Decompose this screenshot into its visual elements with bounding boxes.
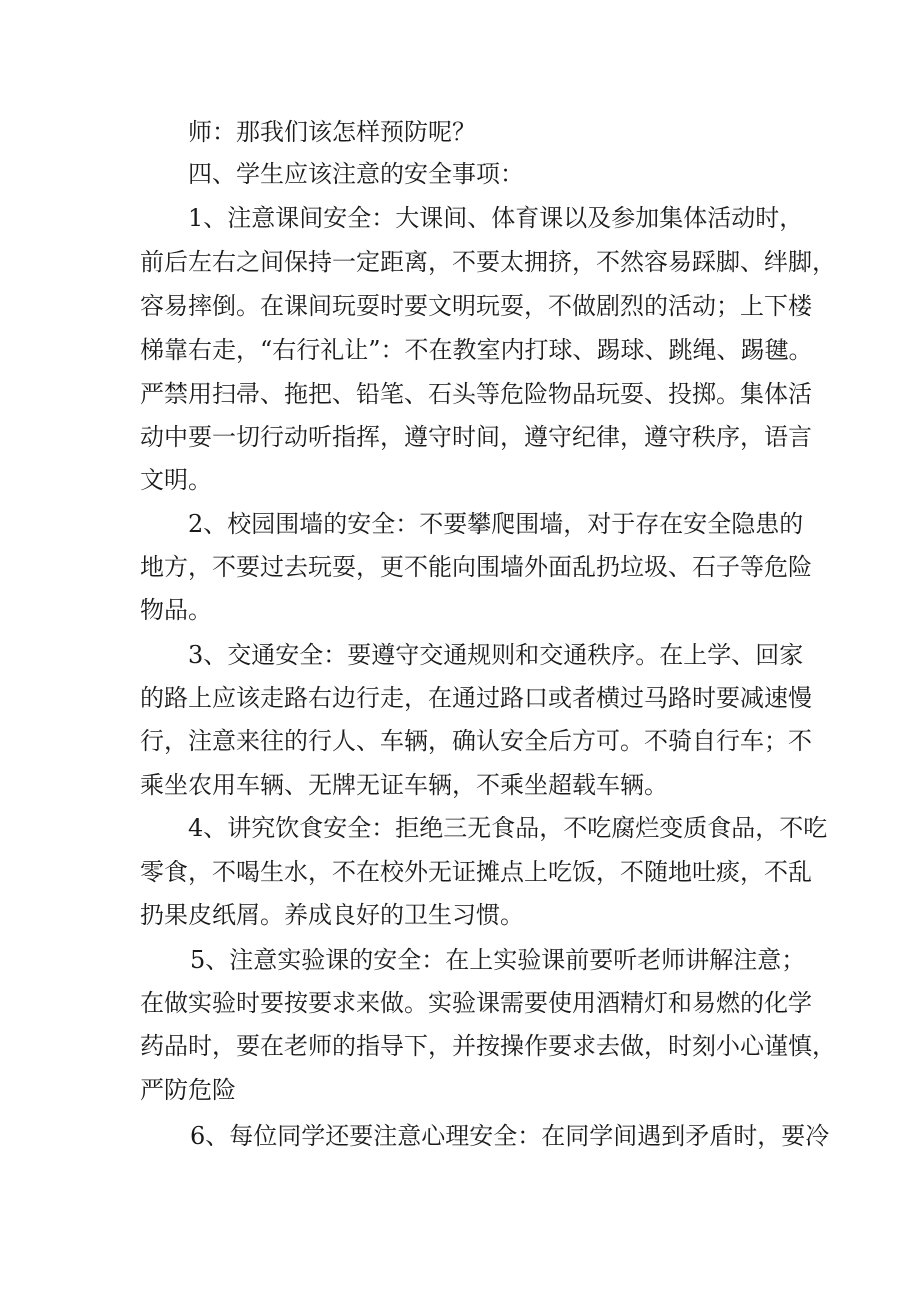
- paragraph-line: 动中要一切行动听指挥，遵守时间，遵守纪律，遵守秩序，语言: [140, 423, 812, 451]
- paragraph-line: 物品。: [140, 596, 212, 624]
- paragraph-line: 6、每位同学还要注意心理安全：在同学间遇到矛盾时，要冷: [190, 1122, 830, 1150]
- paragraph-line: 前后左右之间保持一定距离，不要太拥挤，不然容易踩脚、绊脚，: [140, 248, 836, 276]
- paragraph-line: 严禁用扫帚、拖把、铅笔、石头等危险物品玩耍、投掷。集体活: [140, 380, 812, 408]
- paragraph-line: 行，注意来往的行人、车辆，确认安全后方可。不骑自行车；不: [140, 727, 812, 755]
- paragraph-line: 地方，不要过去玩耍，更不能向围墙外面乱扔垃圾、石子等危险: [140, 553, 812, 581]
- paragraph-line: 文明。: [140, 466, 212, 494]
- paragraph-line: 3、交通安全：要遵守交通规则和交通秩序。在上学、回家: [188, 641, 804, 669]
- paragraph-line: 5、注意实验课的安全：在上实验课前要听老师讲解注意；: [190, 946, 806, 974]
- paragraph-line: 的路上应该走路右边行走，在通过路口或者横过马路时要减速慢: [140, 684, 812, 712]
- paragraph-line: 乘坐农用车辆、无牌无证车辆，不乘坐超载车辆。: [140, 771, 668, 799]
- paragraph-line: 零食，不喝生水，不在校外无证摊点上吃饭，不随地吐痰，不乱: [140, 858, 812, 886]
- paragraph-line: 在做实验时要按要求来做。实验课需要使用酒精灯和易燃的化学: [140, 989, 812, 1017]
- paragraph-line: 药品时，要在老师的指导下，并按操作要求去做，时刻小心谨慎，: [140, 1032, 836, 1060]
- teacher-question: 师：那我们该怎样预防呢？: [188, 118, 476, 146]
- section-heading: 四、学生应该注意的安全事项：: [188, 160, 524, 188]
- paragraph-line: 4、讲究饮食安全：拒绝三无食品，不吃腐烂变质食品，不吃: [188, 814, 828, 842]
- paragraph-line: 2、校园围墙的安全：不要攀爬围墙，对于存在安全隐患的: [188, 510, 804, 538]
- paragraph-line: 严防危险: [140, 1076, 236, 1104]
- paragraph-line: 容易摔倒。在课间玩耍时要文明玩耍，不做剧烈的活动；上下楼: [140, 292, 812, 320]
- paragraph-line: 1、注意课间安全：大课间、体育课以及参加集体活动时，: [188, 204, 804, 232]
- paragraph-line: 扔果皮纸屑。养成良好的卫生习惯。: [140, 901, 524, 929]
- paragraph-line: 梯靠右走，“右行礼让”：不在教室内打球、踢球、跳绳、踢毽。: [140, 336, 813, 364]
